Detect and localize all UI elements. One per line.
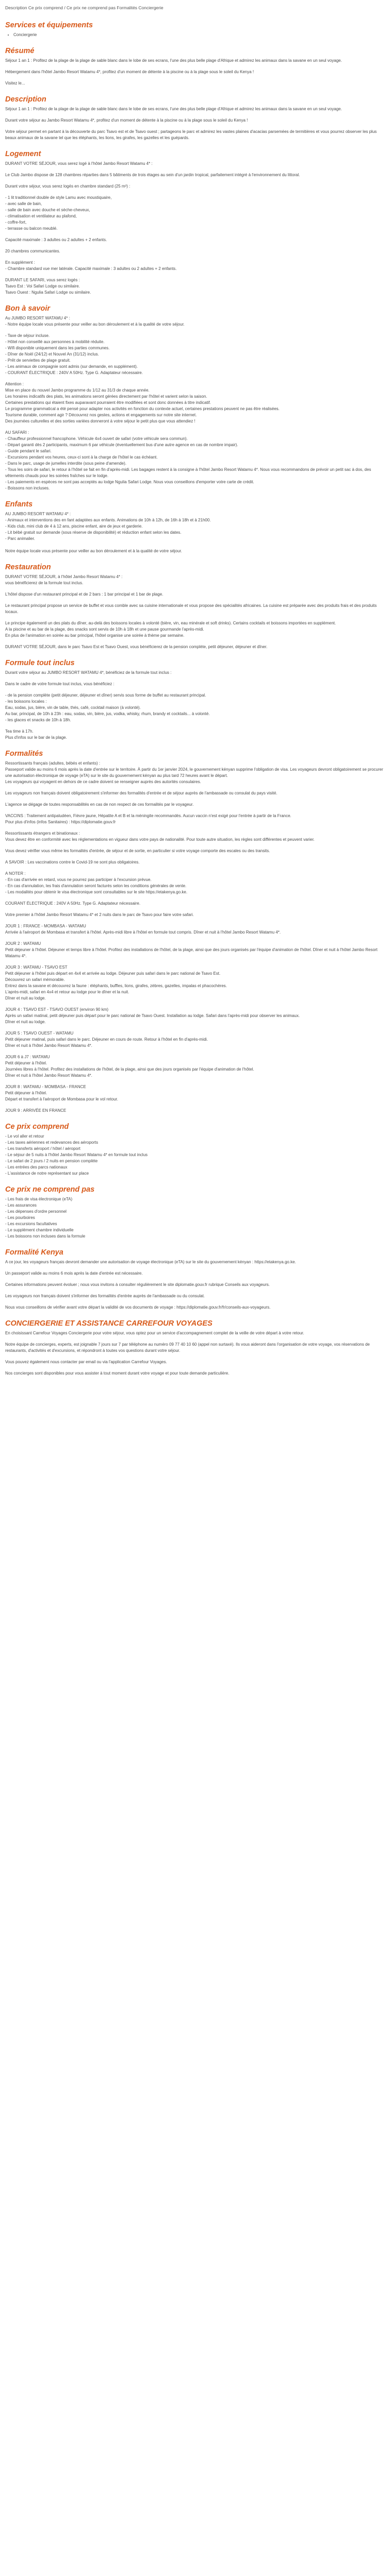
section-description1 [5, 95, 386, 141]
section-title: Formule tout inclus [5, 659, 75, 667]
paragraph: Les voyageurs non français doivent s'informer des formalités d'entrée auprès de l'ambassade ou du consulat. [5, 1294, 205, 1298]
section-conciergerie [5, 1319, 386, 1377]
section-compris [5, 1122, 386, 1177]
paragraph: L'agence se dégage de toutes responsabilités en cas de non respect de ces formalités par le voyageur. [5, 802, 194, 807]
paragraph: - 1 lit traditionnel double de style Lamu avec moustiquaire, - avec salle de bain, - salle de bain avec douche et sèche-cheveux, - climatisation et ventilateur au plafond, - coffre-fort, - terrasse ou balcon meublé. [5, 195, 112, 231]
paragraph: Un passeport valide au moins 6 mois après la date d'entrée est nécessaire. [5, 1271, 143, 1276]
section-programme [5, 912, 386, 1114]
paragraph: Nous vous conseillons de vérifier avant votre départ la validité de vos documents de voyage : https://diplomatie.gouv.fr/fr/conseils-aux-voyageurs. [5, 1305, 271, 1310]
paragraph: Les voyageurs non français doivent obligatoirement s'informer des formalités d'entrée et de séjour auprès de l'ambassade ou consulat du pays visité. [5, 791, 278, 795]
bullet-list [13, 32, 386, 38]
paragraph: Le Club Jambo dispose de 128 chambres réparties dans 5 bâtiments de trois étages au sein d'un jardin tropical, parfaitement intégré à l'environnement du littoral. [5, 173, 300, 177]
section-title: Ce prix ne comprend pas [5, 1185, 95, 1194]
paragraph: Durant votre séjour au JUMBO RESORT WATAMU 4*, bénéficiez de la formule tout inclus : [5, 670, 172, 675]
paragraph: Votre premier à l'hôtel Jambo Resort Watamu 4* et 2 nuits dans le parc de Tsavo pour faire votre safari. [5, 912, 194, 917]
section-logement [5, 149, 386, 296]
paragraph: Vous pouvez également nous contacter par email ou via l'application Carrefour Voyages. [5, 1360, 167, 1364]
paragraph: En supplément : - Chambre standard vue mer latérale. Capacité maximale : 3 adultes ou 2 adultes + 2 enfants. [5, 260, 177, 271]
paragraph: - Le vol aller et retour - Les taxes aériennes et redevances des aéroports - Les transferts aéroport / hôtel / aéroport - Le séjour de 5 nuits à l'hôtel Jambo Resort Watamu 4* en formule tout inclus - Le safari de 2 jours / 2 nuits en pension complète - Les entrées des parcs nationaux - L'assistance de notre représentant sur place [5, 1134, 148, 1176]
section-title: Logement [5, 150, 41, 158]
paragraph: JOUR 3 : WATAMU - TSAVO EST Petit déjeuner à l'hôtel puis départ en 4x4 et arrivée au lodge. Déjeuner puis safari dans le parc national de Tsavo Est. Découvrez un safari mémorable. Entrez dans la savane et découvrez la faune : éléphants, buffles, lions, girafes, zèbres, gazelles, impalas et phacochères. L'après-midi, safari en 4x4 et retour au lodge pour le dîner et la nuit. Dîner et nuit au lodge. [5, 965, 227, 1001]
paragraph: JOUR 5 : TSAVO OUEST - WATAMU Petit déjeuner matinal, puis safari dans le parc. Déjeuner en cours de route. Retour à l'hôtel en fin d'après-midi. Dîner et nuit à l'hôtel Jambo Resort Watamu 4*. [5, 1031, 208, 1048]
section-title: Formalités [5, 750, 43, 758]
paragraph: En choisissant Carrefour Voyages Conciergerie pour votre séjour, vous optez pour un service d'accompagnement complet de la veille de votre départ à votre retour. [5, 1331, 304, 1335]
paragraph: Vous devez vérifier vous même les formalités d'entrée, de séjour et de sortie, en particulier si votre voyage comporte des escales ou des transits. [5, 849, 270, 853]
section-formalites [5, 749, 386, 907]
paragraph: Durant votre séjour, vous serez logés en chambre standard (25 m²) : [5, 184, 131, 189]
paragraph: Le principe égalementl un des plats du dîner, au-delà des boissons locales à volonté (bière, vin, eau minérale et soft drinks). Certains cocktails et boissons importées en supplément. A la piscine et au bar de la plage, des snacks sont servis de 10h à 18h et une pause gourmande l'après-midi. En plus de l'animation en soirée au bar principal, l'hôtel organise une soirée à thème par semaine. [5, 621, 336, 638]
paragraph: Ressortissants étrangers et binationaux : Vous devez être en conformité avec les réglementations en vigueur dans votre pays de nationalité. Pour toute autre situation, les règles sont différentes et peuvent varier. [5, 831, 315, 842]
section-safari-info [5, 430, 386, 492]
paragraph: JOUR 9 : ARRIVÉE EN FRANCE [5, 1108, 67, 1113]
paragraph: Notre équipe de concierges, experts, est joignable 7 jours sur 7 par téléphone au numéro 09 77 40 10 60 (appel non surtaxé). Ils vous aideront dans l'organisation de votre voyage, vos réservations de restaurants, d'activités et d'excursions, et répondront à toutes vos questions durant votre séjour. [5, 1342, 370, 1353]
paragraph: DURANT VOTRE SÉJOUR, dans le parc Tsavo Est et Tsavo Ouest, vous bénéficierez de la pension complète, petit déjeuner, déjeuner et dîner. [5, 645, 268, 649]
paragraph: - de la pension complète (petit déjeuner, déjeuner et dîner) servis sous forme de buffet au restaurant principal. - les boissons locales : Eau, sodas, jus, bière, vin de table, thés, café, cocktail maison (à volonté). Au bar, principal, de 10h à 23h : eau, sodas, vin, bière, jus, vodka, whisky, rhum, brandy et cocktails... à volonté. - les glaces et snacks de 10h à 18h. [5, 693, 210, 722]
section-boire [5, 304, 386, 425]
paragraph: Capacité maximale : 3 adultes ou 2 adultes + 2 enfants. [5, 238, 107, 242]
paragraph: VACCINS : Traitement antipaludéen, Fièvre jaune, Hépatite A et B et la méningite recommandés. Aucun vaccin n'est exigé pour l'entrée à partir de la France. Pour plus d'infos (infos Sanitaires) : https://diplomatie.gouv.fr [5, 814, 291, 824]
section-formule [5, 658, 386, 741]
section-title: Restauration [5, 563, 51, 571]
paragraph: AU JUMBO RESORT WATAMU 4* : - Animaux et interventions des en fant adaptées aux enfants. Animations de 10h à 12h, de 16h à 18h et à 21h00. - Kids club, mini club de 4 à 12 ans, piscine enfant, aire de jeux et garderie. - Lit bébé gratuit sur demande (sous réserve de disponibilité) et réduction enfant selon les dates. - Parc animalier. Notre équipe locale vous présente pour veiller au bon déroulement et à la qualité de votre séjour. [5, 512, 211, 553]
paragraph: Nos concierges sont disponibles pour vous assister à tout moment durant votre voyage et pour toute demande particulière. [5, 1371, 230, 1376]
paragraph: Séjour 1 an 1 : Profitez de la plage de la plage de sable blanc dans le lobe de ses ecrans, l'une des plus belle plage d'Afrique et admirez les animaux dans la savane en un seul voyage. [5, 107, 342, 111]
paragraph: Ressortissants français (adultes, bébés et enfants) : Passeport valide au moins 6 mois après la date d'entrée sur le territoire. À partir du 1er janvier 2024, le gouvernement kényan supprime l'obligation de visa. Les voyageurs devront obligatoirement se procurer une autorisation électronique de voyage (eTA) sur le site du gouvernement kényan au plus tard 72 heures avant le départ. Les voyageurs qui voyagent en dehors de ce cadre doivent se renseigner auprès des autorités consulaires. [5, 761, 383, 784]
paragraph: Dans le cadre de votre formule tout inclus, vous bénéficiez : [5, 682, 115, 686]
section-enfants [5, 500, 386, 554]
paragraph: - Taxe de séjour incluse. - Hôtel non conseillé aux personnes à mobilité réduite. - Wifi disponible uniquement dans les parties communes. - Dîner de Noël (24/12) et Nouvel An (31/12) inclus. - Prêt de serviettes de plage gratuit. - Les animaux de compagnie sont admis (sur demande, en supplément). - COURANT ÉLECTRIQUE : 240V A 50Hz. Type G. Adaptateur nécessaire. [5, 333, 143, 375]
paragraph: 20 chambres communicantes. [5, 249, 60, 253]
section-restauration [5, 563, 386, 650]
paragraph: Hébergement dans l'hôtel Jambo Resort Watamu 4*, profitez d'un moment de détente à la piscine ou à la plage sous le soleil du Kenya ! [5, 70, 254, 74]
paragraph: A ce jour, les voyageurs français devront demander une autorisation de voyage électronique (eTA) sur le site du gouvernement kényan : https://etakenya.go.ke. [5, 1260, 296, 1264]
paragraph: Votre séjour permet en partant à la découverte du parc Tsavo est et de Tsavo ouest ; partageons le parc et admirez les vastes plaines d'acacias parsemées de termitières et vous pourrez observer les plus beaux animaux de la savane tel que les éléphants, les lions, les girafes, les gazelles et les guépards. [5, 129, 377, 140]
paragraph: Durant votre séjour au Jambo Resort Watamu 4*, profitez d'un moment de détente à la piscine ou à la plage sous le soleil du Kenya ! [5, 118, 248, 123]
section-title: Formalité Kenya [5, 1248, 63, 1257]
section-resume [5, 46, 386, 87]
paragraph: Le restaurant principal propose un service de buffet et vous comble avec sa cuisine internationale et vous propose des spécialités africaines. La cuisine est préparée avec des produits frais et des produits locaux. [5, 603, 377, 614]
paragraph: DURANT LE SAFARI, vous serez logés : Tsavo Est : Voi Safari Lodge ou similaire. Tsavo Ouest : Ngulia Safari Lodge ou similaire. [5, 278, 91, 295]
paragraph: AU SAFARI : - Chauffeur professionnel francophone. Véhicule 4x4 ouvert de safari (votre véhicule sera commun). - Départ garanti dès 2 participants, maximum 6 par véhicule (éventuellement bus d'une autre agence en cas de nombre impair). - Guide pendant le safari. - Excursions pendant vos heures, ceux-ci sont à la charge de l'hôtel le cas échéant. - Dans le parc, usage de jumelles interdite (sous peine d'amende). - Tous les soirs de safari, le retour à l'hôtel se fait en fin d'après-midi. Les bagages restent à la consigne à l'hôtel Jambo Resort Watamu 4*. Nous vous recommandons de prévoir un petit sac à dos, des vêtements chauds pour les soirées fraîches sur le lodge. - Les paiements en espèces ne sont pas acceptés au lodge Ngulia Safari Lodge. Nous vous conseillons d'emporter votre carte de crédit. - Boissons non incluses. [5, 430, 371, 490]
section-title: Enfants [5, 500, 33, 509]
paragraph: JOUR 4 : TSAVO EST - TSAVO OUEST (environ 90 km) Après un safari matinal, petit déjeuner puis départ pour le parc national de Tsavo Ouest. Installation au lodge. Safari dans l'après-midi pour observer les animaux. Dîner et nuit au lodge. [5, 1007, 300, 1024]
section-kenya [5, 1248, 386, 1311]
section-services [5, 21, 386, 38]
paragraph: JOUR 6 à J7 : WATAMU Petit déjeuner à l'hôtel. Journées libres à l'hôtel. Profitez des installations de l'hôtel, de la plage, ainsi que des jours organisés par l'équipe d'animation de l'hôtel. Dîner et nuit à l'hôtel Jambo Resort Watamu 4*. [5, 1055, 254, 1078]
paragraph: COURANT ÉLECTRIQUE : 240V A 50Hz. Type G. Adaptateur nécessaire. [5, 901, 141, 906]
content [5, 21, 386, 1377]
bullet-item: • Conciergerie [13, 32, 386, 38]
section-non-compris [5, 1185, 386, 1240]
paragraph: Attention : Mise en place du nouvel Jambo programme du 1/12 au 31/3 de chaque année. Les horaires indicatifs des plats, les animations seront gérées directement par l'hôtel et varient selon la saison. Certaines prestations qui étaient fixes auparavant pourraient être modifiées et sont donc données à titre indicatif. Le programme grammatical a été pensé pour adapter nos activités en fonction du contexte actuel, certaines prestations peuvent ne pas être réalisées. Tourisme durable, comment agir ? Découvrez nos gestes, actions et engagements sur notre site internet. Des journées culturelles et des sorties variées donneront à votre séjour le petit plus que vous attendiez ! [5, 382, 280, 423]
paragraph: Au JUMBO RESORT WATAMU 4* : - Notre équipe locale vous présente pour veiller au bon déroulement et à la qualité de votre séjour. [5, 316, 185, 327]
section-title: CONCIERGERIE ET ASSISTANCE CARREFOUR VOYAGES [5, 1319, 213, 1328]
section-title: Description [5, 95, 46, 104]
paragraph: Tea time à 17h. Plus d'infos sur le bar de la plage. [5, 729, 67, 740]
paragraph: DURANT VOTRE SÉJOUR, vous serez logé à l'hôtel Jambo Resort Watamu 4* : [5, 161, 153, 166]
paragraph: JOUR 1 : FRANCE - MOMBASA - WATAMU Arrivée à l'aéroport de Mombasa et transfert à l'hôtel. Après-midi libre à l'hôtel en formule tout compris. Dîner et nuit à l'hôtel Jambo Resort Watamu 4*. [5, 924, 281, 935]
paragraph: DURANT VOTRE SÉJOUR, à l'hôtel Jambo Resort Watamu 4* : vous bénéficierez de la formule tout inclus. [5, 574, 123, 585]
paragraph: Séjour 1 an 1 : Profitez de la plage de la plage de sable blanc dans le lobe de ses ecrans, l'une des plus belle plage d'Afrique et admirez les animaux dans la savane en un seul voyage. [5, 58, 342, 63]
paragraph: A SAVOIR : Les vaccinations contre le Covid-19 ne sont plus obligatoires. [5, 860, 140, 865]
section-title: Bon à savoir [5, 304, 51, 313]
paragraph: - Les frais de visa électronique (eTA) - Les assurances - Les dépenses d'ordre personnel - Les pourboires - Les excursions facultatives - Le supplément chambre individuelle - Les boissons non incluses dans la formule [5, 1197, 86, 1239]
paragraph: L'hôtel dispose d'un restaurant principal et de 2 bars : 1 bar principal et 1 bar de plage. [5, 592, 164, 597]
section-title: Services et équipements [5, 21, 93, 29]
section-title: Résumé [5, 47, 35, 55]
paragraph: A NOTER : - En cas d'arrivée en retard, vous ne pourrez pas participer à l'excursion prévue. - En cas d'annulation, les frais d'annulation seront facturés selon les conditions générales de vente. - Les modalités pour obtenir le visa électronique sont consultables sur le site https://etakenya.go.ke. [5, 871, 188, 894]
paragraph: JOUR 2 : WATAMU Petit déjeuner à l'hôtel. Déjeuner et temps libre à l'hôtel. Profitez des installations de l'hôtel, de la plage, ainsi que des jours organisés par l'équipe d'animation de l'hôtel. Dîner et nuit à l'hôtel Jambo Resort Watamu 4*. [5, 941, 378, 958]
section-title: Ce prix comprend [5, 1123, 69, 1131]
breadcrumb: Description Ce prix comprend / Ce prix ne comprend pas Formalités Conciergerie [5, 5, 164, 10]
paragraph: JOUR 8 : WATAMU - MOMBASA - FRANCE Petit déjeuner à l'hôtel. Départ et transfert à l'aéroport de Mombasa pour le vol retour. [5, 1084, 118, 1101]
paragraph: Visitez le... [5, 81, 25, 86]
paragraph: Certaines informations peuvent évoluer ; nous vous invitons à consulter régulièrement le site diplomatie.gouv.fr rubrique Conseils aux voyageurs. [5, 1282, 270, 1287]
